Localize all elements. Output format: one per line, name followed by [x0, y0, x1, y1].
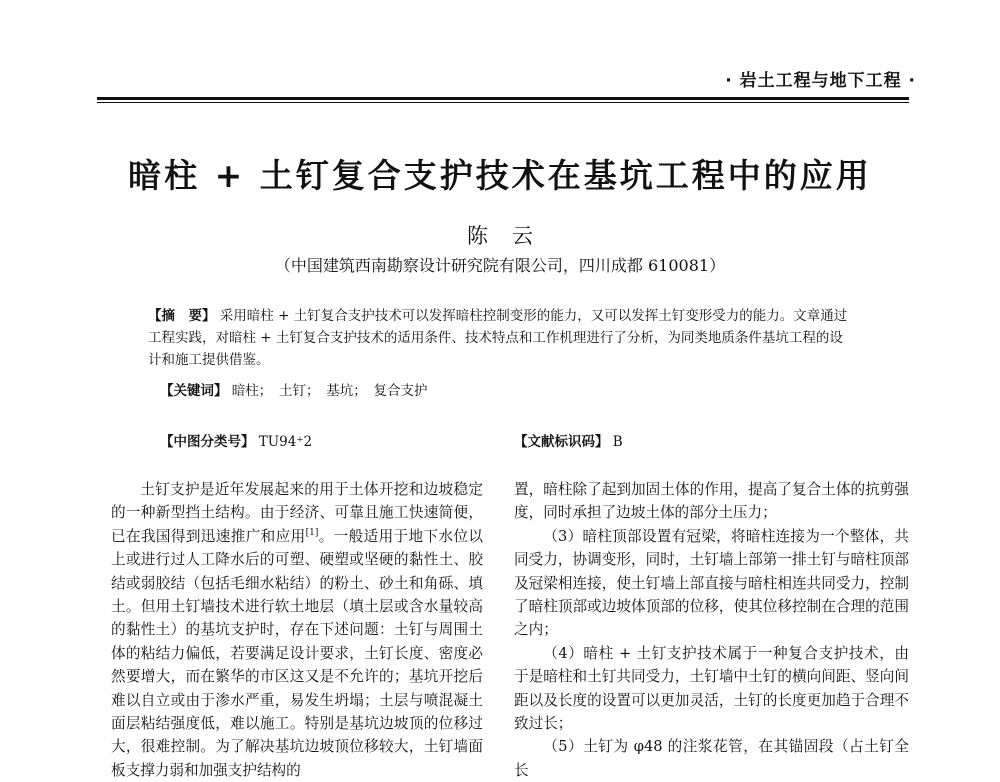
document-code-label: 【文献标识码】 [514, 434, 609, 450]
author-affiliation: （中国建筑西南勘察设计研究院有限公司，四川成都 610081） [274, 256, 726, 275]
keywords-label: 【关键词】 [160, 383, 228, 399]
paragraph: （3）暗柱顶部设置有冠梁，将暗柱连接为一个整体，共同受力，协调变形，同时，土钉墙上部第一排土钉与暗柱顶部及冠梁相连接，使土钉墙上部直接与暗柱相连共同受力，控制了暗柱顶部或边坡体顶部的位移，使其位移控制在合理的范围之内； [514, 527, 909, 639]
author-name: 陈云 [467, 224, 557, 248]
citation-ref: [1] [305, 527, 319, 538]
abstract-label: 【摘 要】 [148, 308, 216, 324]
body-column-right [514, 478, 909, 782]
paragraph: （4）暗柱 + 土钉支护技术属于一种复合支护技术，由于是暗柱和土钉共同受力，土钉墙中土钉的横向间距、竖向间距以及长度的设置可以更加灵活，土钉的长度更加趋于合理不致过长； [514, 644, 909, 733]
abstract [148, 305, 856, 371]
paragraph-text: 。一般适用于地下水位以上或进行过人工降水后的可塑、硬塑或坚硬的黏性土、胶结或弱胶结（包括毛细水粘结）的粉土、砂土和角砾、填土。但用土钉墙技术进行软土地层（填土层或含水量较高的黏性土）的基坑支护时，存在下述问题：土钉与周围土体的粘结力偏低，若要满足设计要求，土钉长度、密度必然要增大，而在繁华的市区这又是不允许的；基坑开挖后难以自立或由于渗水严重，易发生坍塌；土层与喷混凝土面层粘结强度低，难以施工。特别是基坑边坡顶的位移过大，很难控制。为了解决基坑边坡顶位移较大，土钉墙面板支撑力弱和加强支护结构的 [111, 527, 483, 779]
classification-label: 【中图分类号】 [160, 434, 255, 450]
keywords [160, 379, 428, 399]
abstract-text: 采用暗柱 + 土钉复合支护技术可以发挥暗柱控制变形的能力，又可以发挥土钉变形受力的能力。文章通过工程实践，对暗柱 + 土钉复合支护技术的适用条件、技术特点和工作机理进行了分析，为同类地质条件基坑工程的设计和施工提供借鉴。 [148, 308, 848, 368]
document-code [514, 430, 623, 450]
journal-section-header: · 岩土工程与地下工程 · [725, 71, 916, 91]
paragraph: （5）土钉为 φ48 的注浆花管，在其锚固段（占土钉全长 [514, 738, 909, 779]
classification-number [160, 430, 312, 450]
paragraph: 置，暗柱除了起到加固土体的作用，提高了复合土体的抗剪强度，同时承担了边坡土体的部分土压力； [514, 481, 909, 522]
header-rule-thin [97, 102, 909, 103]
header-rule [97, 97, 909, 100]
paragraph [111, 478, 483, 782]
keywords-text: 暗柱； 土钉； 基坑； 复合支护 [231, 383, 428, 399]
paragraph-text: 土钉支护是近年发展起来的用于土体开挖和边坡稳定的一种新型挡土结构。由于经济、可靠且施工快速简便，已在我国得到迅速推广和应用 [111, 481, 483, 545]
document-code-value: B [612, 434, 623, 450]
paper-title: 暗柱 + 土钉复合支护技术在基坑工程中的应用 [128, 156, 872, 195]
classification-value: TU94⁺2 [258, 434, 313, 450]
body-column-left [111, 478, 483, 782]
